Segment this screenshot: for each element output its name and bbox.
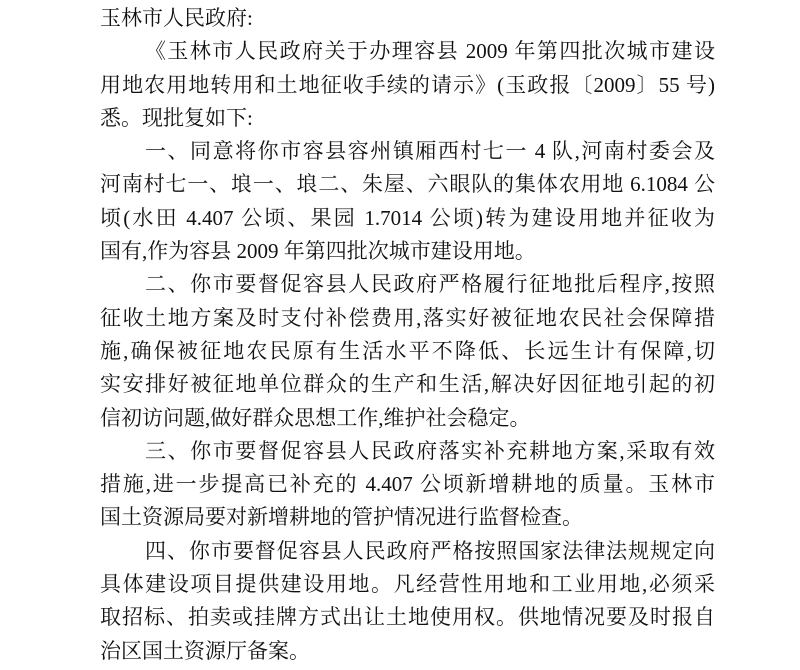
paragraph-item-3 <box>0 435 800 535</box>
text-line: 二、你市要督促容县人民政府严格履行征地批后程序,按照 <box>145 272 715 297</box>
text-line: 悉。现批复如下: <box>100 105 253 130</box>
text-line: 取招标、拍卖或挂牌方式出让土地使用权。供地情况要及时报自 <box>100 605 715 630</box>
paragraph-request-reference <box>0 35 800 135</box>
text-line: 征收土地方案及时支付补偿费用,落实好被征地农民社会保障措 <box>100 305 715 330</box>
text-line: 国土资源局要对新增耕地的管护情况进行监督检查。 <box>100 505 583 530</box>
paragraph-item-4 <box>0 535 800 668</box>
text-line: 四、你市要督促容县人民政府严格按照国家法律法规规定向 <box>145 538 715 563</box>
addressee: 玉林市人民政府: <box>100 6 253 30</box>
document-body <box>0 2 800 668</box>
text-line: 国有,作为容县 2009 年第四批次城市建设用地。 <box>100 239 536 264</box>
text-line: 信初访问题,做好群众思想工作,维护社会稳定。 <box>100 405 531 430</box>
paragraph-item-2 <box>0 268 800 434</box>
text-line: 一、同意将你市容县容州镇厢西村七一 4 队,河南村委会及 <box>145 139 715 164</box>
text-line: 实安排好被征地单位群众的生产和生活,解决好因征地引起的初 <box>100 372 715 397</box>
text-line: 施,确保被征地农民原有生活水平不降低、长远生计有保障,切 <box>100 338 715 363</box>
text-line: 治区国土资源厅备案。 <box>100 638 310 663</box>
paragraph-item-1 <box>0 135 800 268</box>
text-line: 顷(水田 4.407 公顷、果园 1.7014 公顷)转为建设用地并征收为 <box>100 205 715 230</box>
text-line: 三、你市要督促容县人民政府落实补充耕地方案,采取有效 <box>145 438 715 463</box>
text-line: 用地农用地转用和土地征收手续的请示》(玉政报〔2009〕55 号) <box>100 72 715 97</box>
text-line: 具体建设项目提供建设用地。凡经营性用地和工业用地,必须采 <box>100 572 715 597</box>
text-line: 《玉林市人民政府关于办理容县 2009 年第四批次城市建设 <box>145 39 715 64</box>
text-line: 河南村七一、埌一、埌二、朱屋、六眼队的集体农用地 6.1084 公 <box>100 172 715 197</box>
text-line: 措施,进一步提高已补充的 4.407 公顷新增耕地的质量。玉林市 <box>100 472 715 497</box>
